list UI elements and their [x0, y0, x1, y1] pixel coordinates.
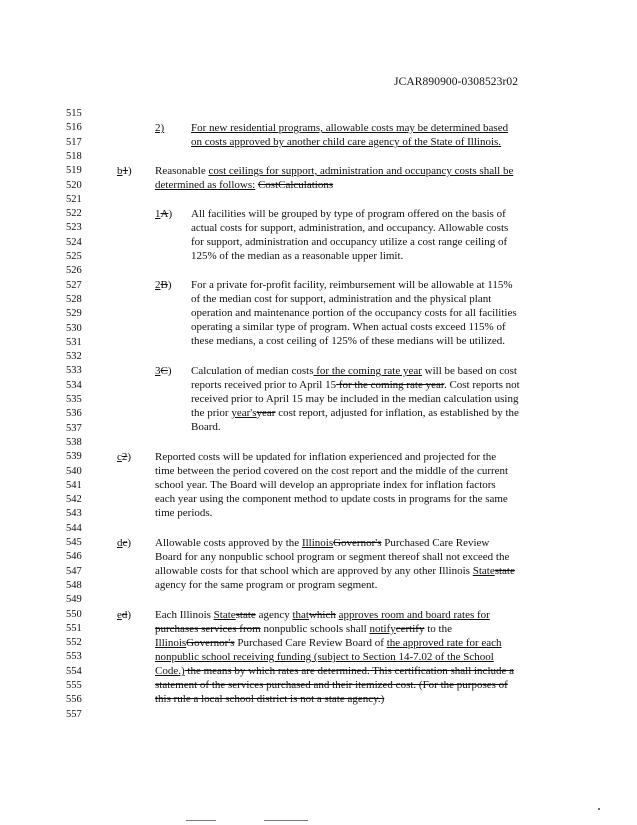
- line-number: 522: [66, 208, 82, 220]
- line-number: 539: [66, 451, 82, 463]
- body-line: Calculation of median costs for the coming rate year will be based on cost: [191, 365, 517, 377]
- line-number: 551: [66, 622, 82, 634]
- body-line: Code.) the means by which rates are determined. This certification shall include a: [155, 665, 515, 677]
- line-number: 555: [66, 680, 82, 691]
- line-number: 528: [66, 293, 82, 305]
- document-id: JCAR890900-0308523r02: [394, 76, 519, 88]
- line-number: 535: [66, 394, 82, 405]
- line-number: 541: [66, 479, 82, 491]
- line-number: 526: [66, 265, 82, 277]
- line-number: 553: [66, 651, 82, 663]
- body-line: purchases services from nonpublic schools shall notifycertify to the: [155, 623, 452, 635]
- line-number: 540: [66, 465, 82, 477]
- body-line: of the median cost for support, administration and the physical plant: [191, 293, 492, 305]
- line-number: 533: [66, 365, 82, 377]
- line-number: 519: [66, 165, 82, 177]
- item-marker: ed): [117, 609, 132, 621]
- line-number: 547: [66, 565, 82, 577]
- item-marker: 3C): [155, 365, 172, 377]
- line-number: 542: [66, 494, 82, 506]
- body-line: Allowable costs approved by the IllinoisGovernor's Purchased Care Review: [155, 537, 490, 549]
- item-marker: 2): [155, 122, 165, 134]
- body-line: 125% of the median as a reasonable upper limit.: [191, 250, 404, 262]
- item-marker: b1): [117, 165, 132, 177]
- line-number: 534: [66, 379, 82, 391]
- body-line: each year using the component method to update costs in programs for the same: [155, 493, 508, 505]
- line-number: 532: [66, 351, 82, 363]
- line-number: 531: [66, 336, 82, 348]
- body-line: IllinoisGovernor's Purchased Care Review Board of the approved rate for each: [155, 637, 502, 649]
- line-number: 515: [66, 108, 82, 119]
- line-number: 549: [66, 594, 82, 606]
- body-line: these medians, a cost ceiling of 125% of these medians will be utilized.: [191, 335, 506, 347]
- line-number: 524: [66, 236, 82, 248]
- body-line: statement of the services purchased and their itemized cost. (For the purposes of: [155, 679, 508, 691]
- line-number: 537: [66, 422, 82, 434]
- line-number: 517: [66, 136, 82, 148]
- item-marker: 2B): [155, 279, 172, 291]
- body-line: Board.: [191, 421, 221, 433]
- body-line: operating a similar type of program. When actual costs exceed 115% of: [191, 321, 506, 333]
- body-line: nonpublic school receiving funding (subject to Section 14-7.02 of the School: [155, 651, 494, 663]
- line-number: 530: [66, 322, 82, 334]
- line-number: 529: [66, 308, 82, 320]
- body-line: reports received prior to April 15 for the coming rate year. Cost reports not: [191, 379, 520, 391]
- line-number: 552: [66, 637, 82, 649]
- line-number: 536: [66, 408, 82, 420]
- body-line: on costs approved by another child care agency of the State of Illinois.: [191, 136, 502, 148]
- line-number: 546: [66, 551, 82, 563]
- body-line: operation and maintenance portion of the occupancy costs for all facilities: [191, 307, 517, 319]
- body-line: this rule a local school district is not a state agency.): [155, 693, 385, 705]
- body-line: time between the period covered on the cost report and the middle of the current: [155, 465, 509, 477]
- body-line: For new residential programs, allowable costs may be determined based: [191, 122, 509, 134]
- item-marker: c2): [117, 451, 132, 463]
- line-number: 554: [66, 665, 82, 677]
- line-number: 516: [66, 122, 82, 134]
- line-number: 523: [66, 222, 82, 234]
- body-line: determined as follows: CostCalculations: [155, 179, 334, 191]
- body-line: allowable costs for that school which are approved by any other Illinois Statestate: [155, 565, 515, 577]
- body-line: time periods.: [155, 507, 213, 519]
- line-number: 527: [66, 279, 82, 291]
- line-number: 543: [66, 508, 82, 520]
- scan-speck: [598, 808, 600, 810]
- body-line: All facilities will be grouped by type of program offered on the basis of: [191, 208, 506, 220]
- body-line: received prior to April 15 may be included in the median calculation using: [191, 393, 519, 405]
- body-line: agency for the same program or program segment.: [155, 579, 378, 591]
- body-line: school year. The Board will develop an appropriate index for inflation factors: [155, 479, 496, 491]
- body-line: Each Illinois Statestate agency thatwhich approves room and board rates for: [155, 609, 490, 621]
- footer-rule: [186, 820, 216, 821]
- body-line: Reported costs will be updated for inflation experienced and projected for the: [155, 451, 497, 463]
- line-number: 545: [66, 537, 82, 548]
- body-line: For a private for-profit facility, reimbursement will be allowable at 115%: [191, 279, 513, 291]
- line-number: 521: [66, 193, 82, 205]
- item-marker: 1A): [155, 208, 173, 220]
- line-number: 550: [66, 608, 82, 620]
- body-line: actual costs for support, administration, and occupancy. Allowable costs: [191, 222, 509, 234]
- body-line: the prior year'syear cost report, adjusted for inflation, as established by the: [191, 407, 519, 419]
- line-number: 557: [66, 708, 82, 720]
- footer-rule: [264, 820, 308, 821]
- line-number: 525: [66, 251, 82, 262]
- body-line: for support, administration and occupancy utilize a cost range ceiling of: [191, 236, 508, 248]
- line-number: 556: [66, 694, 82, 706]
- line-number: 518: [66, 150, 82, 162]
- body-line: Reasonable cost ceilings for support, administration and occupancy costs shall be: [155, 165, 514, 177]
- line-number: 538: [66, 436, 82, 448]
- line-number: 520: [66, 179, 82, 191]
- line-number: 548: [66, 579, 82, 591]
- item-marker: dc): [117, 537, 132, 549]
- body-line: Board for any nonpublic school program or segment thereof shall not exceed the: [155, 551, 510, 563]
- line-number: 544: [66, 522, 82, 534]
